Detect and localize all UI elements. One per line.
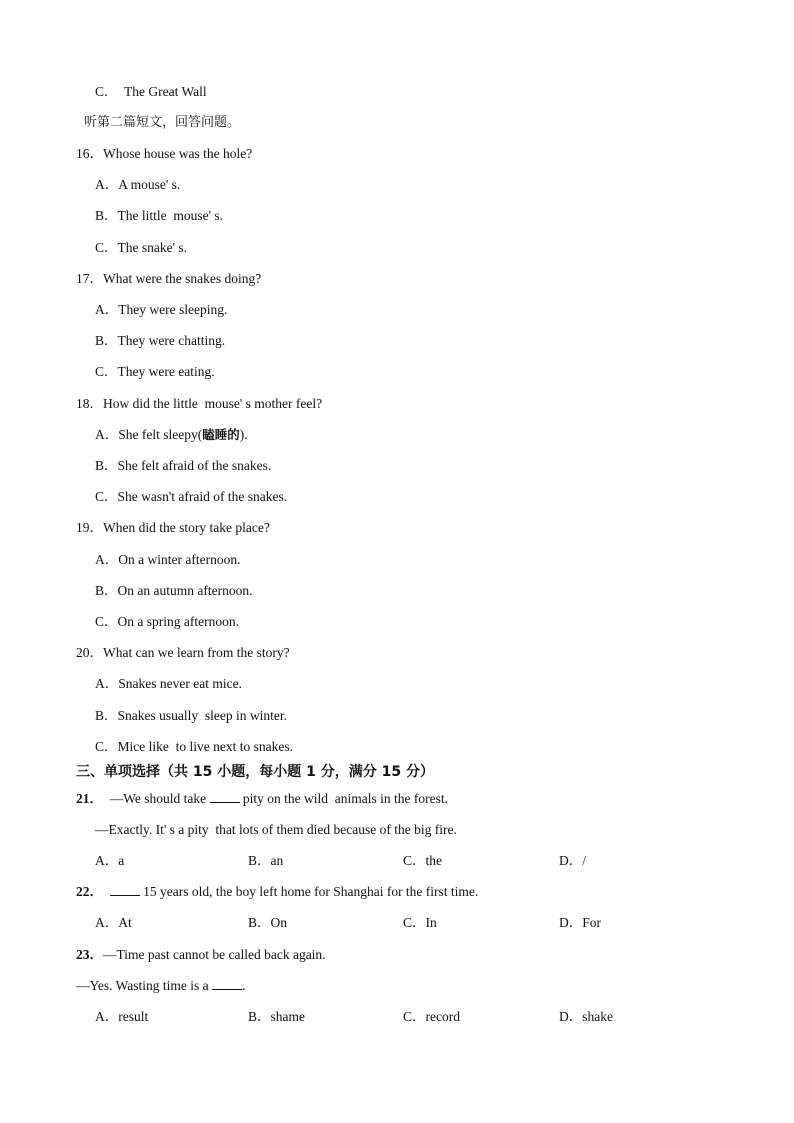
q22-option-b: B．On	[248, 915, 288, 930]
q22-stem-after: 15 years old, the boy left home for Shanghai for the first time.	[139, 884, 479, 899]
question-19: 19．When did the story take place?	[76, 520, 270, 535]
q21-blank	[210, 790, 240, 803]
question-18: 18．How did the little mouse' s mother feel?	[76, 396, 323, 411]
q16-option-c: C．The snake' s.	[95, 240, 188, 255]
question-21	[76, 790, 448, 808]
q21-option-d: D．/	[559, 853, 586, 868]
q21-option-a: A．a	[95, 853, 125, 868]
q23-option-b: B．shame	[248, 1009, 305, 1024]
q21-number: 21．	[76, 791, 103, 806]
q16-option-a: A．A mouse' s.	[95, 177, 181, 192]
q22-option-a: A．At	[95, 915, 132, 930]
question-20: 20．What can we learn from the story?	[76, 645, 290, 660]
question-23	[76, 946, 326, 964]
q18-option-a-close: ).	[239, 427, 248, 442]
passage-instruction: 听第二篇短文，回答问题。	[84, 115, 241, 130]
q20-option-c: C．Mice like to live next to snakes.	[95, 739, 293, 754]
question-22	[76, 883, 478, 901]
q23-options	[0, 1008, 794, 1026]
q17-option-b: B．They were chatting.	[95, 333, 226, 348]
q21-option-c: C．the	[403, 853, 442, 868]
q23-stem-reply	[76, 977, 245, 995]
q19-option-c: C．On a spring afternoon.	[95, 614, 239, 629]
q23-reply-before: —Yes. Wasting time is a	[76, 978, 213, 993]
q20-option-a: A．Snakes never eat mice.	[95, 676, 242, 691]
q23-option-d: D．shake	[559, 1009, 613, 1024]
q20-option-b: B．Snakes usually sleep in winter.	[95, 708, 287, 723]
q18-option-a-chinese: 瞌睡的	[202, 427, 240, 442]
question-17: 17．What were the snakes doing?	[76, 271, 262, 286]
q22-blank	[110, 883, 140, 896]
q22-stem-before	[103, 884, 110, 899]
q19-option-b: B．On an autumn afternoon.	[95, 583, 253, 598]
q21-stem-reply: —Exactly. It' s a pity that lots of them died because of the big fire.	[95, 822, 457, 837]
q22-option-c: C．In	[403, 915, 437, 930]
q22-options	[0, 914, 794, 932]
q18-option-c: C．She wasn't afraid of the snakes.	[95, 489, 288, 504]
q21-stem-before: —We should take	[103, 791, 210, 806]
q21-option-b: B．an	[248, 853, 284, 868]
section-title: 三、单项选择（共 15 小题，每小题 1 分，满分 15 分）	[76, 764, 434, 780]
q21-stem-after: pity on the wild animals in the forest.	[239, 791, 448, 806]
q17-option-a: A．They were sleeping.	[95, 302, 228, 317]
q23-option-a: A．result	[95, 1009, 149, 1024]
q16-option-b: B．The little mouse' s.	[95, 208, 224, 223]
q19-option-a: A．On a winter afternoon.	[95, 552, 241, 567]
q23-option-c: C．record	[403, 1009, 460, 1024]
q18-option-a	[95, 426, 248, 444]
question-16: 16．Whose house was the hole?	[76, 146, 253, 161]
q23-blank	[212, 977, 242, 990]
q18-option-b: B．She felt afraid of the snakes.	[95, 458, 272, 473]
q18-option-a-text: A．She felt sleepy(	[95, 427, 203, 442]
q17-option-c: C．They were eating.	[95, 364, 215, 379]
q21-options	[0, 852, 794, 870]
q23-stem: —Time past cannot be called back again.	[103, 947, 326, 962]
q22-number: 22．	[76, 884, 103, 899]
q23-number: 23．	[76, 947, 103, 962]
q22-option-d: D．For	[559, 915, 602, 930]
q23-reply-after: .	[242, 978, 246, 993]
option-c-great-wall: C． The Great Wall	[95, 84, 207, 99]
